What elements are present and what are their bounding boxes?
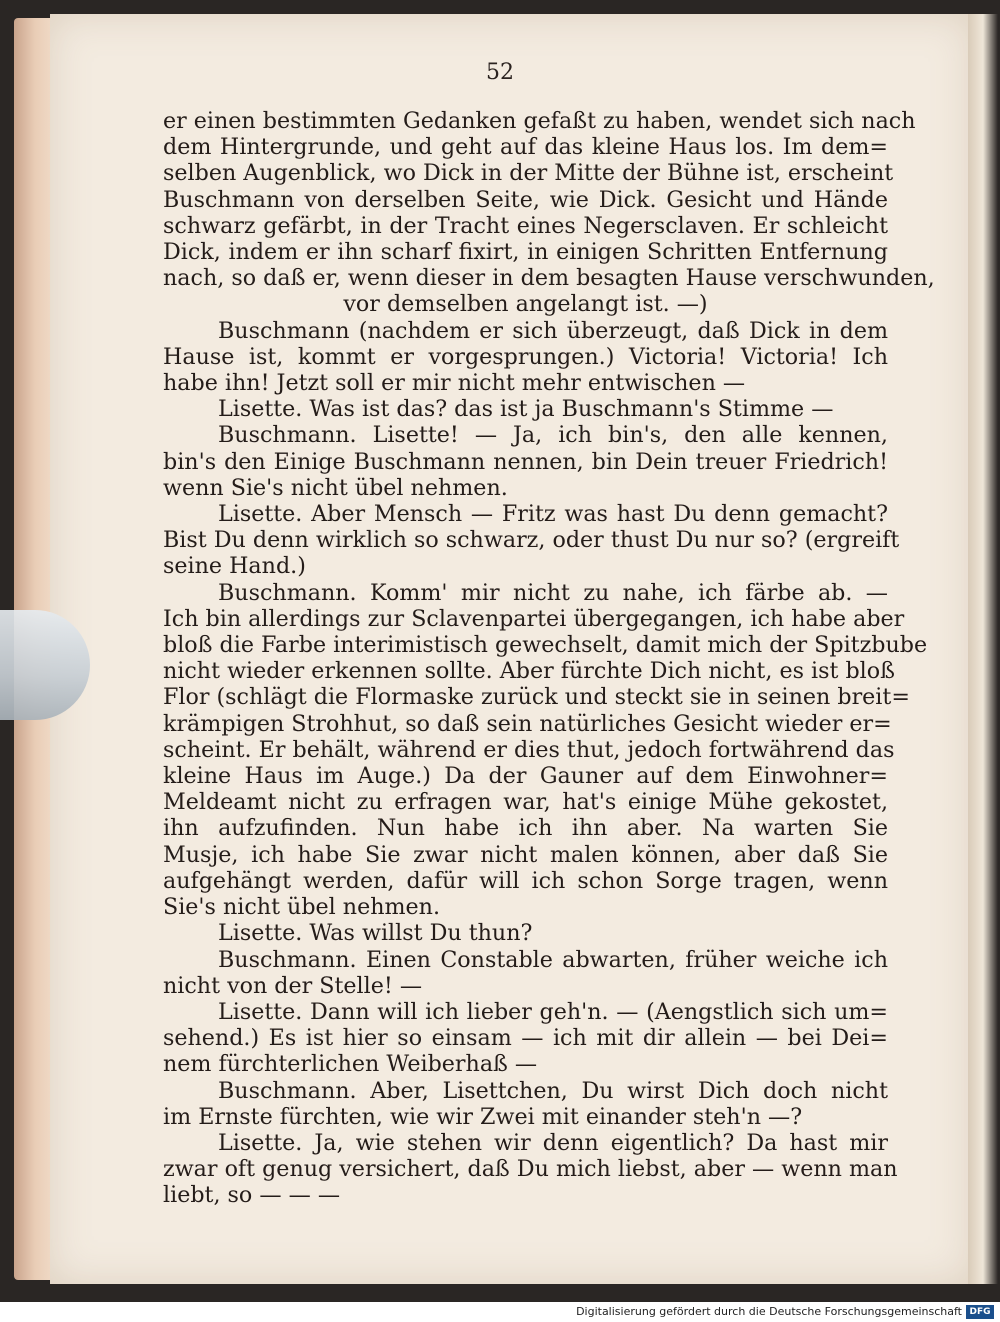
text-line: ihn aufzufinden. Nun habe ich ihn aber. Na warten Sie — [163, 815, 888, 842]
text-line: Sie's nicht übel nehmen. — [163, 894, 441, 921]
text-line: Flor (schlägt die Flormaske zurück und steckt sie in seinen breit= — [163, 684, 910, 711]
text-line: selben Augenblick, wo Dick in der Mitte der Bühne ist, erscheint — [163, 160, 894, 187]
text-line: Bist Du denn wirklich so schwarz, oder thust Du nur so? (ergreift — [163, 527, 900, 554]
text-line: schwarz gefärbt, in der Tracht eines Negersclaven. Er schleicht — [163, 212, 888, 239]
footer-bar — [0, 1302, 1000, 1322]
page-number: 52 — [486, 60, 514, 85]
text-line: liebt, so — — — — [163, 1182, 341, 1209]
text-line: Dick, indem er ihn scharf fixirt, in einigen Schritten Entfernung — [163, 239, 888, 266]
text-line: nicht wieder erkennen sollte. Aber fürchte Dich nicht, es ist bloß — [163, 658, 895, 685]
text-line: kleine Haus im Auge.) Da der Gauner auf dem Einwohner= — [163, 763, 888, 790]
text-line: nach, so daß er, wenn dieser in dem besagten Hause verschwunden, — [163, 265, 935, 292]
text-line: dem Hintergrunde, und geht auf das kleine Haus los. Im dem= — [163, 134, 888, 161]
text-line: bloß die Farbe interimistisch gewechselt, damit mich der Spitzbube — [163, 632, 928, 659]
text-line: habe ihn! Jetzt soll er mir nicht mehr entwischen — — [163, 370, 746, 397]
text-line: Lisette. Was willst Du thun? — [218, 920, 533, 947]
body-text — [163, 108, 935, 1209]
text-line: sehend.) Es ist hier so einsam — ich mit dir allein — bei Dei= — [163, 1025, 888, 1052]
text-line: Buschmann. Lisette! — Ja, ich bin's, den alle kennen, — [218, 422, 888, 449]
text-line: nem fürchterlichen Weiberhaß — — [163, 1051, 538, 1078]
text-line: Buschmann von derselben Seite, wie Dick. Gesicht und Hände — [163, 186, 888, 213]
funding-notice: Digitalisierung gefördert durch die Deutsche Forschungsgemeinschaft — [576, 1305, 962, 1318]
text-line: aufgehängt werden, dafür will ich schon Sorge tragen, wenn — [163, 867, 888, 894]
text-line: Hause ist, kommt er vorgesprungen.) Victoria! Victoria! Ich — [163, 343, 888, 370]
text-line: bin's den Einige Buschmann nennen, bin Dein treuer Friedrich! — [163, 448, 888, 475]
text-line: Lisette. Dann will ich lieber geh'n. — (Aengstlich sich um= — [218, 998, 888, 1025]
text-line: nicht von der Stelle! — — [163, 972, 423, 999]
text-line: Buschmann. Komm' mir nicht zu nahe, ich färbe ab. — — [218, 579, 888, 606]
text-line: scheint. Er behält, während er dies thut, jedoch fortwährend das — [163, 736, 895, 763]
book-right-edge — [968, 14, 998, 1284]
text-line: krämpigen Strohhut, so daß sein natürliches Gesicht wieder er= — [163, 710, 892, 737]
dfg-logo: DFG — [966, 1305, 994, 1319]
text-line: Ich bin allerdings zur Sclavenpartei übergegangen, ich habe aber — [163, 605, 905, 632]
text-line: Buschmann (nachdem er sich überzeugt, daß Dick in dem — [218, 317, 888, 344]
text-line: Musje, ich habe Sie zwar nicht malen können, aber daß Sie — [163, 841, 888, 868]
text-line: vor demselben angelangt ist. —) — [343, 291, 708, 318]
text-line: im Ernste fürchten, wie wir Zwei mit einander steh'n —? — [163, 1103, 803, 1130]
text-line: Buschmann. Aber, Lisettchen, Du wirst Dich doch nicht — [218, 1077, 888, 1104]
text-line: er einen bestimmten Gedanken gefaßt zu haben, wendet sich nach — [163, 108, 916, 134]
text-line: wenn Sie's nicht übel nehmen. — [163, 474, 508, 501]
text-line: Meldeamt nicht zu erfragen war, hat's einige Mühe gekostet, — [163, 789, 888, 816]
text-line: Lisette. Ja, wie stehen wir denn eigentlich? Da hast mir — [218, 1129, 888, 1156]
text-line: seine Hand.) — [163, 553, 306, 580]
text-line: Lisette. Was ist das? das ist ja Buschmann's Stimme — — [218, 396, 834, 423]
text-line: Lisette. Aber Mensch — Fritz was hast Du denn gemacht? — [218, 501, 888, 528]
text-line: Buschmann. Einen Constable abwarten, früher weiche ich — [218, 946, 888, 973]
text-line: zwar oft genug versichert, daß Du mich liebst, aber — wenn man — [163, 1156, 898, 1183]
